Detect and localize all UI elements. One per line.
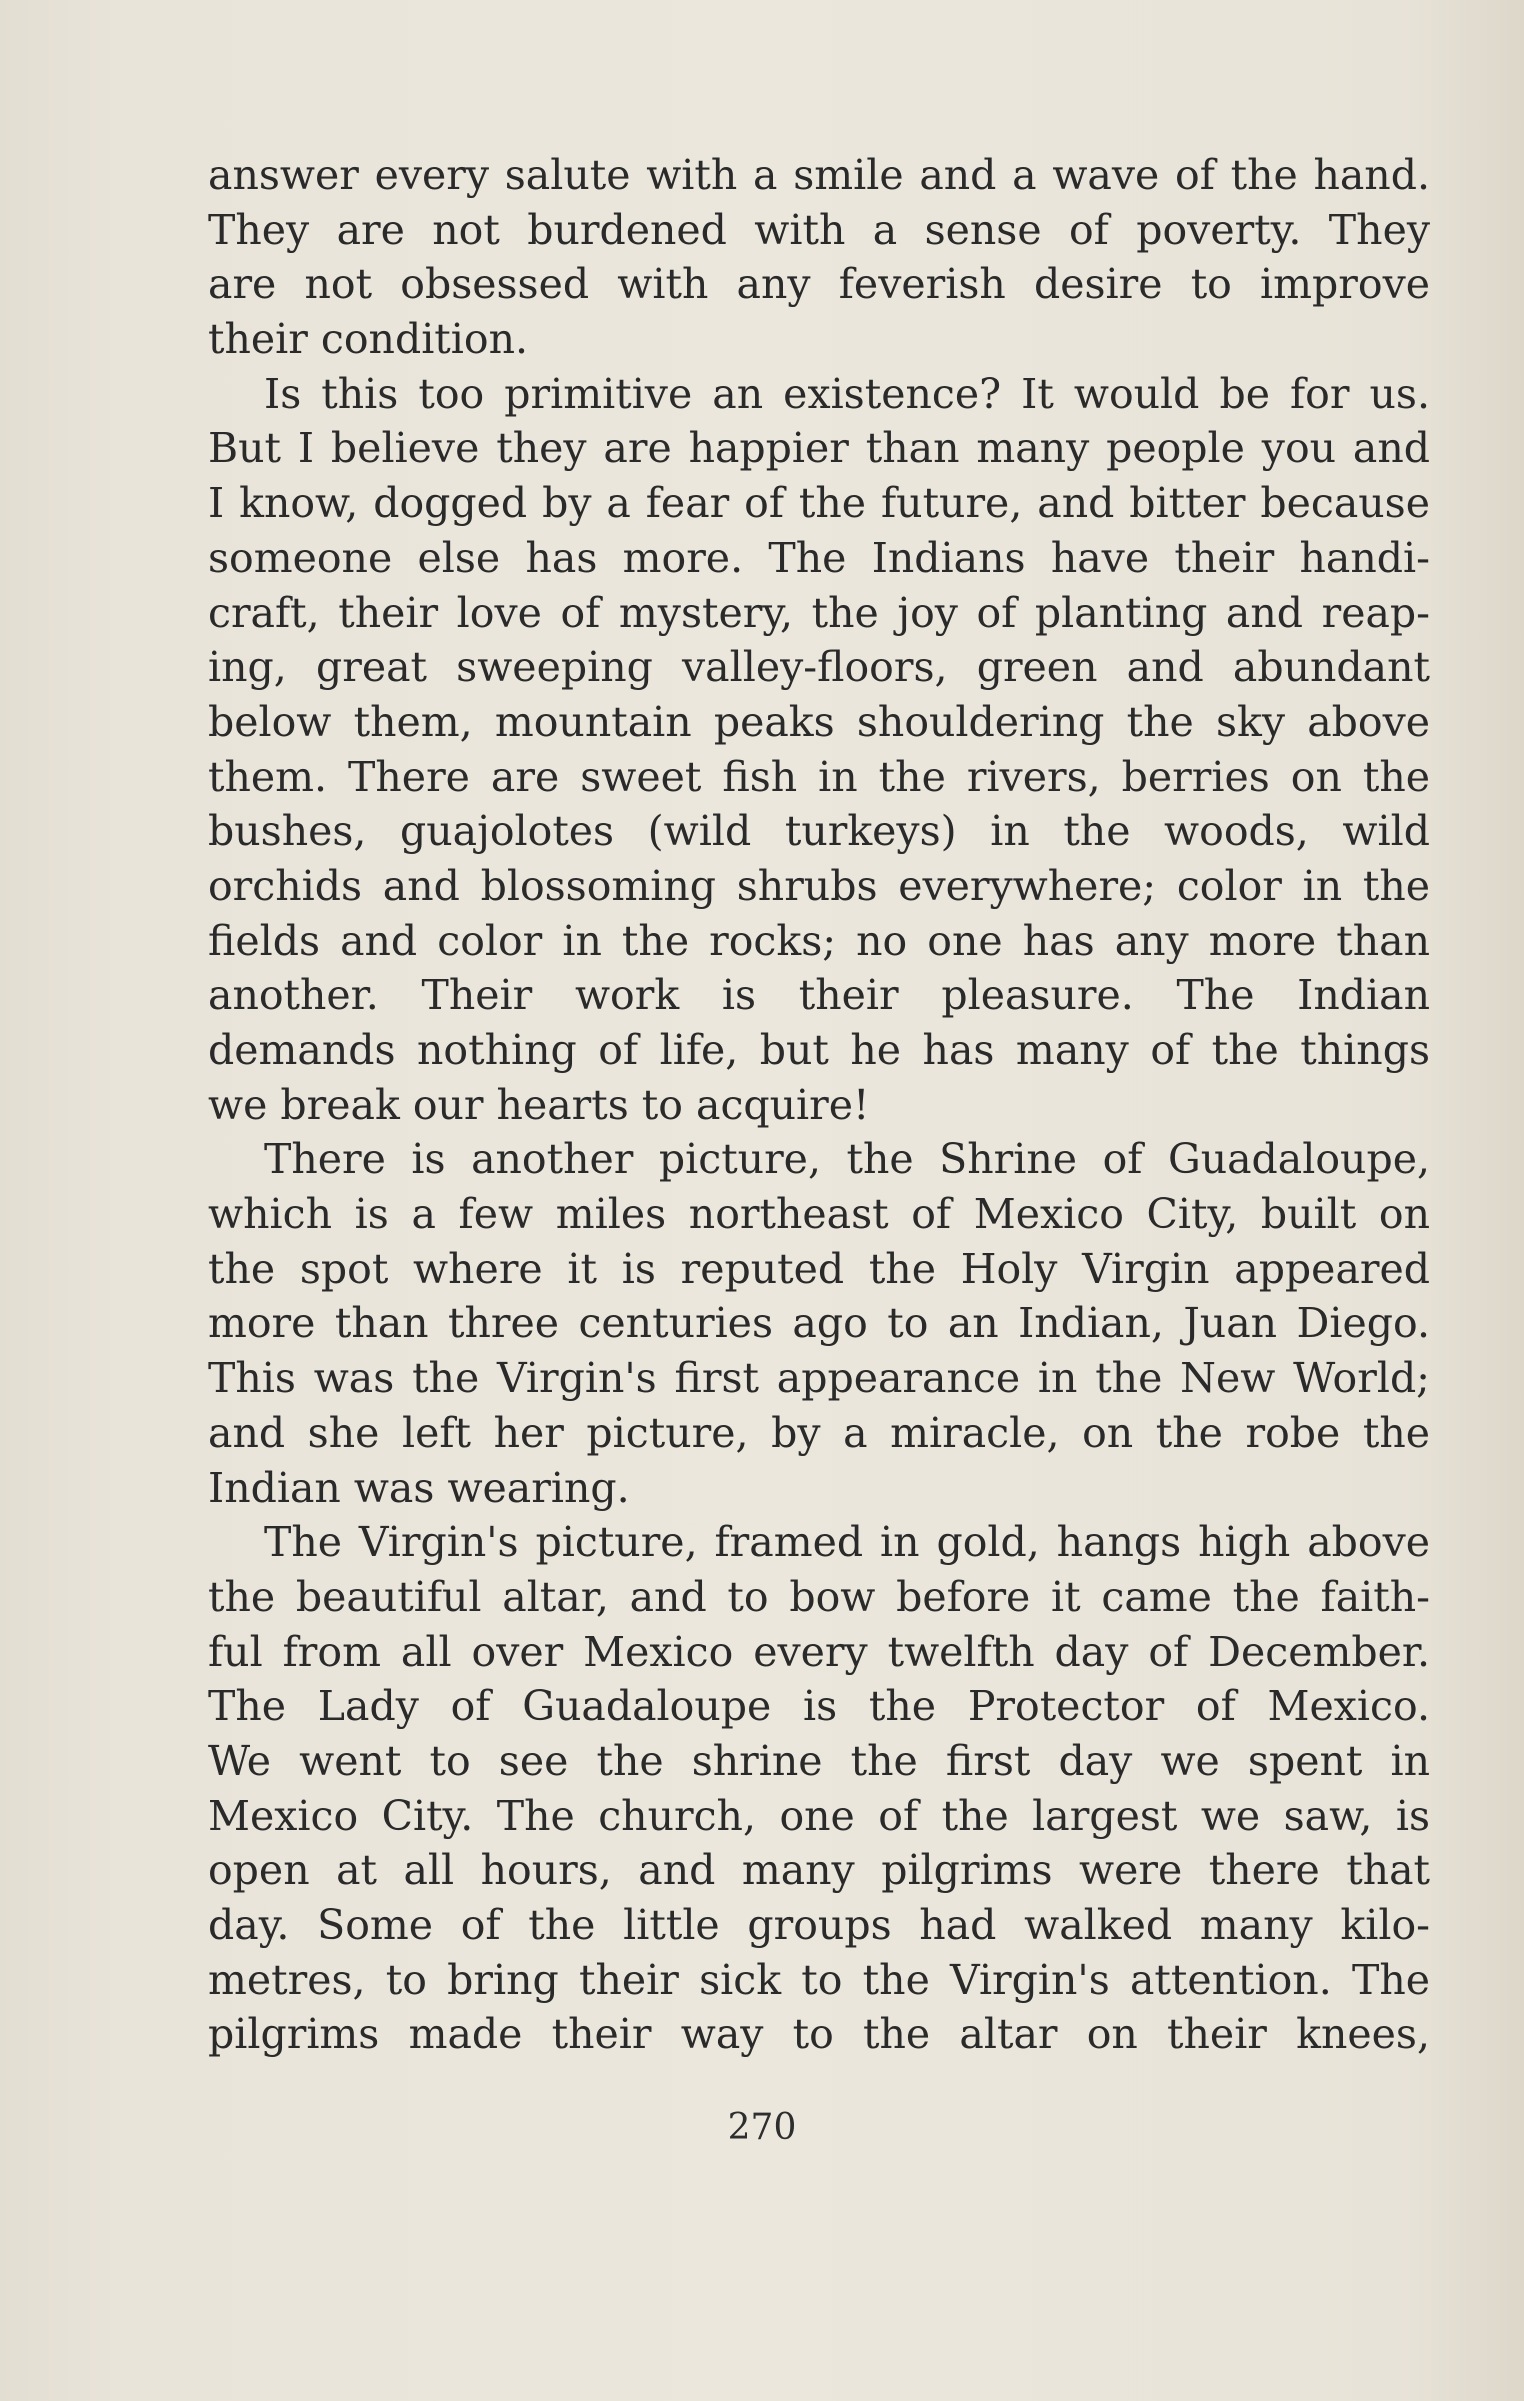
text-line: metres, to bring their sick to the Virgin's attention. The <box>208 1955 1430 2004</box>
text-line: below them, mountain peaks shouldering the sky above <box>208 697 1430 746</box>
text-line: The Lady of Guadaloupe is the Protector of Mexico. <box>208 1682 1430 1731</box>
text-line: They are not burdened with a sense of poverty. They <box>208 205 1430 254</box>
text-line: and she left her picture, by a miracle, on the robe the <box>208 1408 1430 1457</box>
text-line: we break our hearts to acquire! <box>208 1080 870 1129</box>
text-line: are not obsessed with any feverish desire to improve <box>208 260 1430 309</box>
text-line: the spot where it is reputed the Holy Virgin appeared <box>208 1244 1430 1293</box>
text-line: more than three centuries ago to an Indian, Juan Diego. <box>208 1299 1430 1348</box>
body-text <box>208 148 1430 2062</box>
text-line: Mexico City. The church, one of the largest we saw, is <box>208 1791 1430 1840</box>
text-line: fields and color in the rocks; no one has any more than <box>208 916 1430 965</box>
text-line: pilgrims made their way to the altar on their knees, <box>208 2010 1430 2059</box>
text-line: ing, great sweeping valley-floors, green and abundant <box>208 643 1430 692</box>
text-line: someone else has more. The Indians have their handi- <box>208 533 1430 582</box>
text-line: their condition. <box>208 315 529 364</box>
text-line: This was the Virgin's first appearance in the New World; <box>208 1354 1430 1403</box>
text-line: bushes, guajolotes (wild turkeys) in the woods, wild <box>208 807 1430 856</box>
paragraph-first-line: There is another picture, the Shrine of Guadaloupe, <box>264 1135 1430 1184</box>
text-line: answer every salute with a smile and a wave of the hand. <box>208 151 1430 199</box>
text-line: them. There are sweet fish in the rivers, berries on the <box>208 752 1430 801</box>
text-line: another. Their work is their pleasure. The Indian <box>208 971 1430 1020</box>
text-line: open at all hours, and many pilgrims were there that <box>208 1846 1430 1895</box>
text-line: craft, their love of mystery, the joy of planting and reap- <box>208 588 1430 637</box>
text-line: Indian was wearing. <box>208 1463 630 1512</box>
paragraph-first-line: Is this too primitive an existence? It would be for us. <box>264 369 1430 418</box>
page-number: 270 <box>727 2107 797 2148</box>
text-line: orchids and blossoming shrubs everywhere; color in the <box>208 861 1430 910</box>
text-line: day. Some of the little groups had walked many kilo- <box>208 1901 1430 1949</box>
text-line: I know, dogged by a fear of the future, and bitter because <box>208 479 1430 528</box>
text-line: which is a few miles northeast of Mexico City, built on <box>208 1190 1430 1239</box>
paragraph-first-line: The Virgin's picture, framed in gold, hangs high above <box>264 1518 1430 1567</box>
text-line: the beautiful altar, and to bow before it came the faith- <box>208 1572 1430 1621</box>
text-line: But I believe they are happier than many people you and <box>208 424 1430 473</box>
text-line: ful from all over Mexico every twelfth day of December. <box>208 1627 1430 1676</box>
text-line: We went to see the shrine the first day we spent in <box>208 1736 1430 1785</box>
text-line: demands nothing of life, but he has many of the things <box>208 1026 1430 1074</box>
